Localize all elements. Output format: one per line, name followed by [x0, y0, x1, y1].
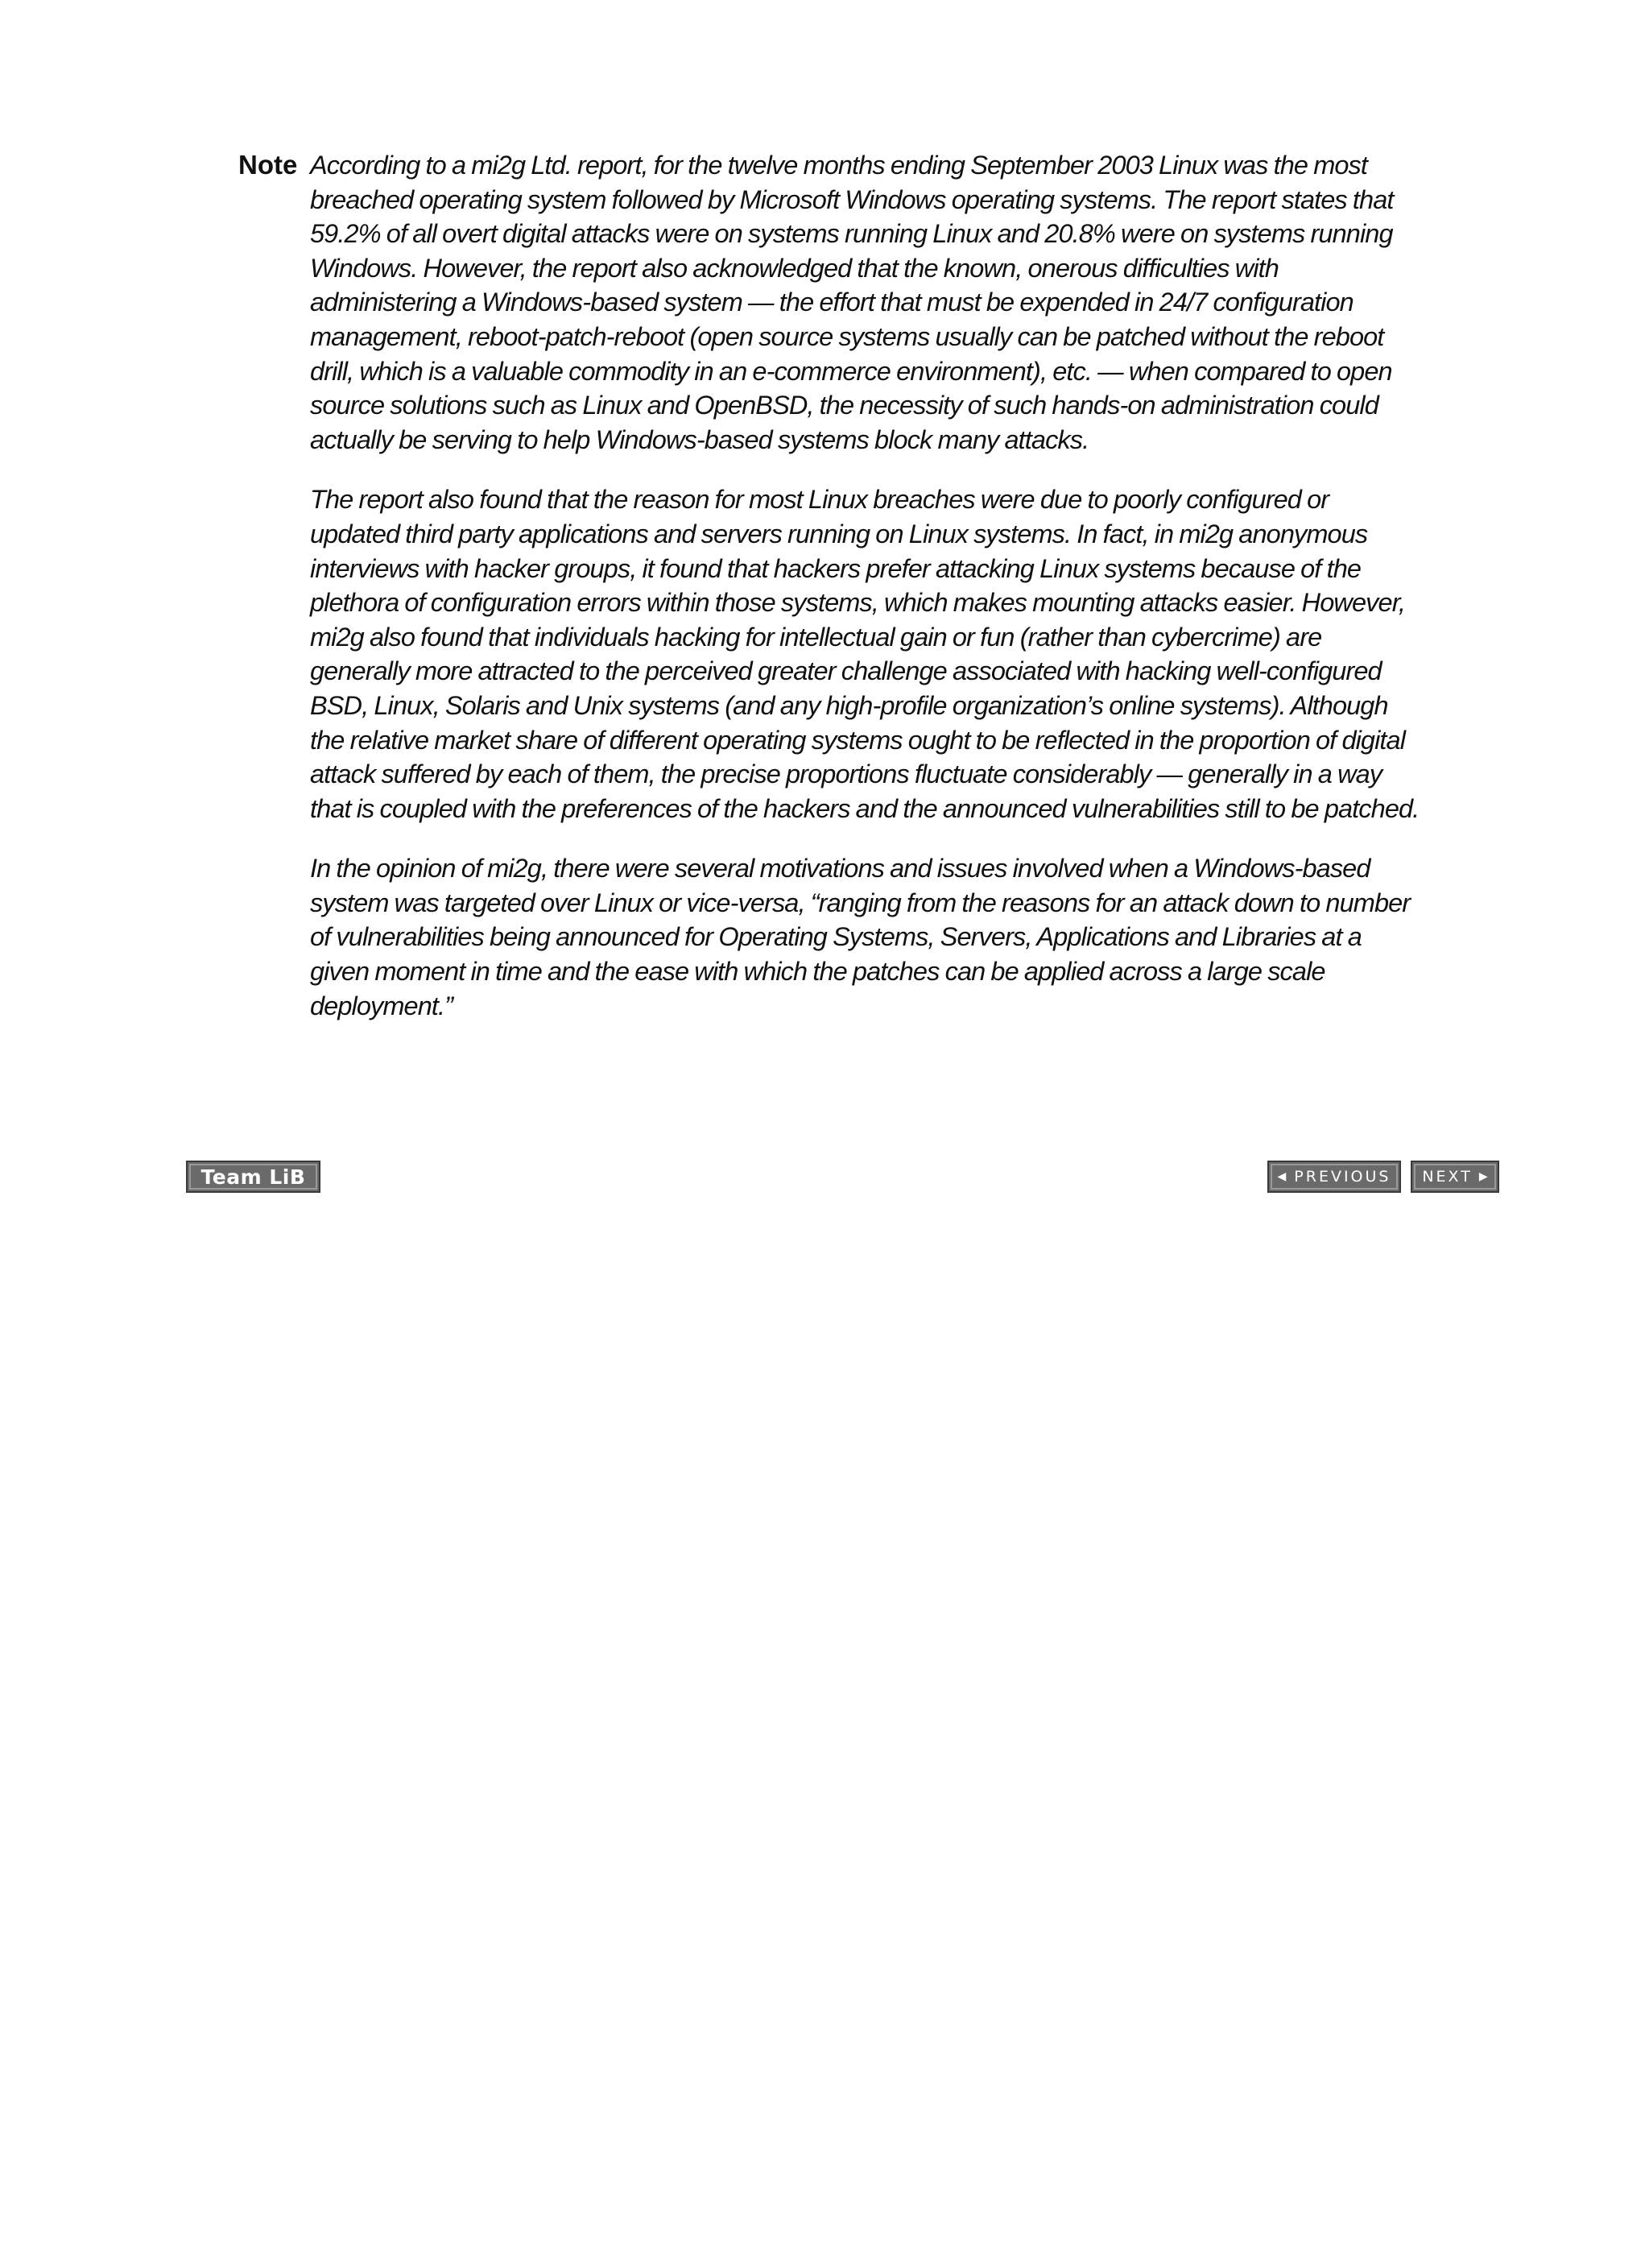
next-button[interactable] — [1411, 1161, 1499, 1193]
arrow-right-icon: ▶ — [1478, 1170, 1488, 1183]
next-label: NEXT — [1422, 1168, 1473, 1186]
note-label: Note — [238, 150, 298, 180]
note-paragraph-2: The report also found that the reason for most Linux breaches were due to poorly configured or updated third party applications and servers running on Linux systems. In fact, in mi2g anonymous interviews with hacker groups, it found that hackers prefer attacking Linux systems because of the plethora of configuration errors within those systems, which makes mounting attacks easier. However, mi2g also found that individuals hacking for intellectual gain or fun (rather than cybercrime) are generally more attracted to the perceived greater challenge associated with hacking well-configured BSD, Linux, Solaris and Unix systems (and any high-profile organization’s online systems). Although the relative market share of different operating systems ought to be reflected in the proportion of digital attack suffered by each of them, the precise proportions fluctuate considerably — generally in a way that is coupled with the preferences of the hackers and the announced vulnerabilities still to be patched. — [310, 485, 1420, 823]
team-lib-button[interactable] — [186, 1161, 320, 1193]
note-paragraph-1: According to a mi2g Ltd. report, for the twelve months ending September 2003 Linux was the most breached operating system followed by Microsoft Windows operating systems. The report states that 59.2% of all overt digital attacks were on systems running Linux and 20.8% were on systems running Windows. However, the report also acknowledged that the known, onerous difficulties with administering a Windows-based system — the effort that must be expended in 24/7 configuration management, reboot-patch-reboot (open source systems usually can be patched without the reboot drill, which is a valuable commodity in an e-commerce environment), etc. — when compared to open source solutions such as Linux and OpenBSD, the necessity of such hands-on administration could actually be serving to help Windows-based systems block many attacks. — [310, 151, 1394, 454]
note-paragraph-3: In the opinion of mi2g, there were several motivations and issues involved when a Windows-based system was targeted over Linux or vice-versa, “ranging from the reasons for an attack down to number of vulnerabilities being announced for Operating Systems, Servers, Applications and Libraries at a given moment in time and the ease with which the patches can be applied across a large scale deployment.” — [310, 854, 1411, 1020]
note-body — [310, 148, 1421, 1049]
previous-button[interactable] — [1267, 1161, 1401, 1193]
team-lib-label: Team LiB — [200, 1165, 306, 1189]
previous-label: PREVIOUS — [1294, 1168, 1391, 1186]
arrow-left-icon: ◀ — [1277, 1170, 1287, 1183]
